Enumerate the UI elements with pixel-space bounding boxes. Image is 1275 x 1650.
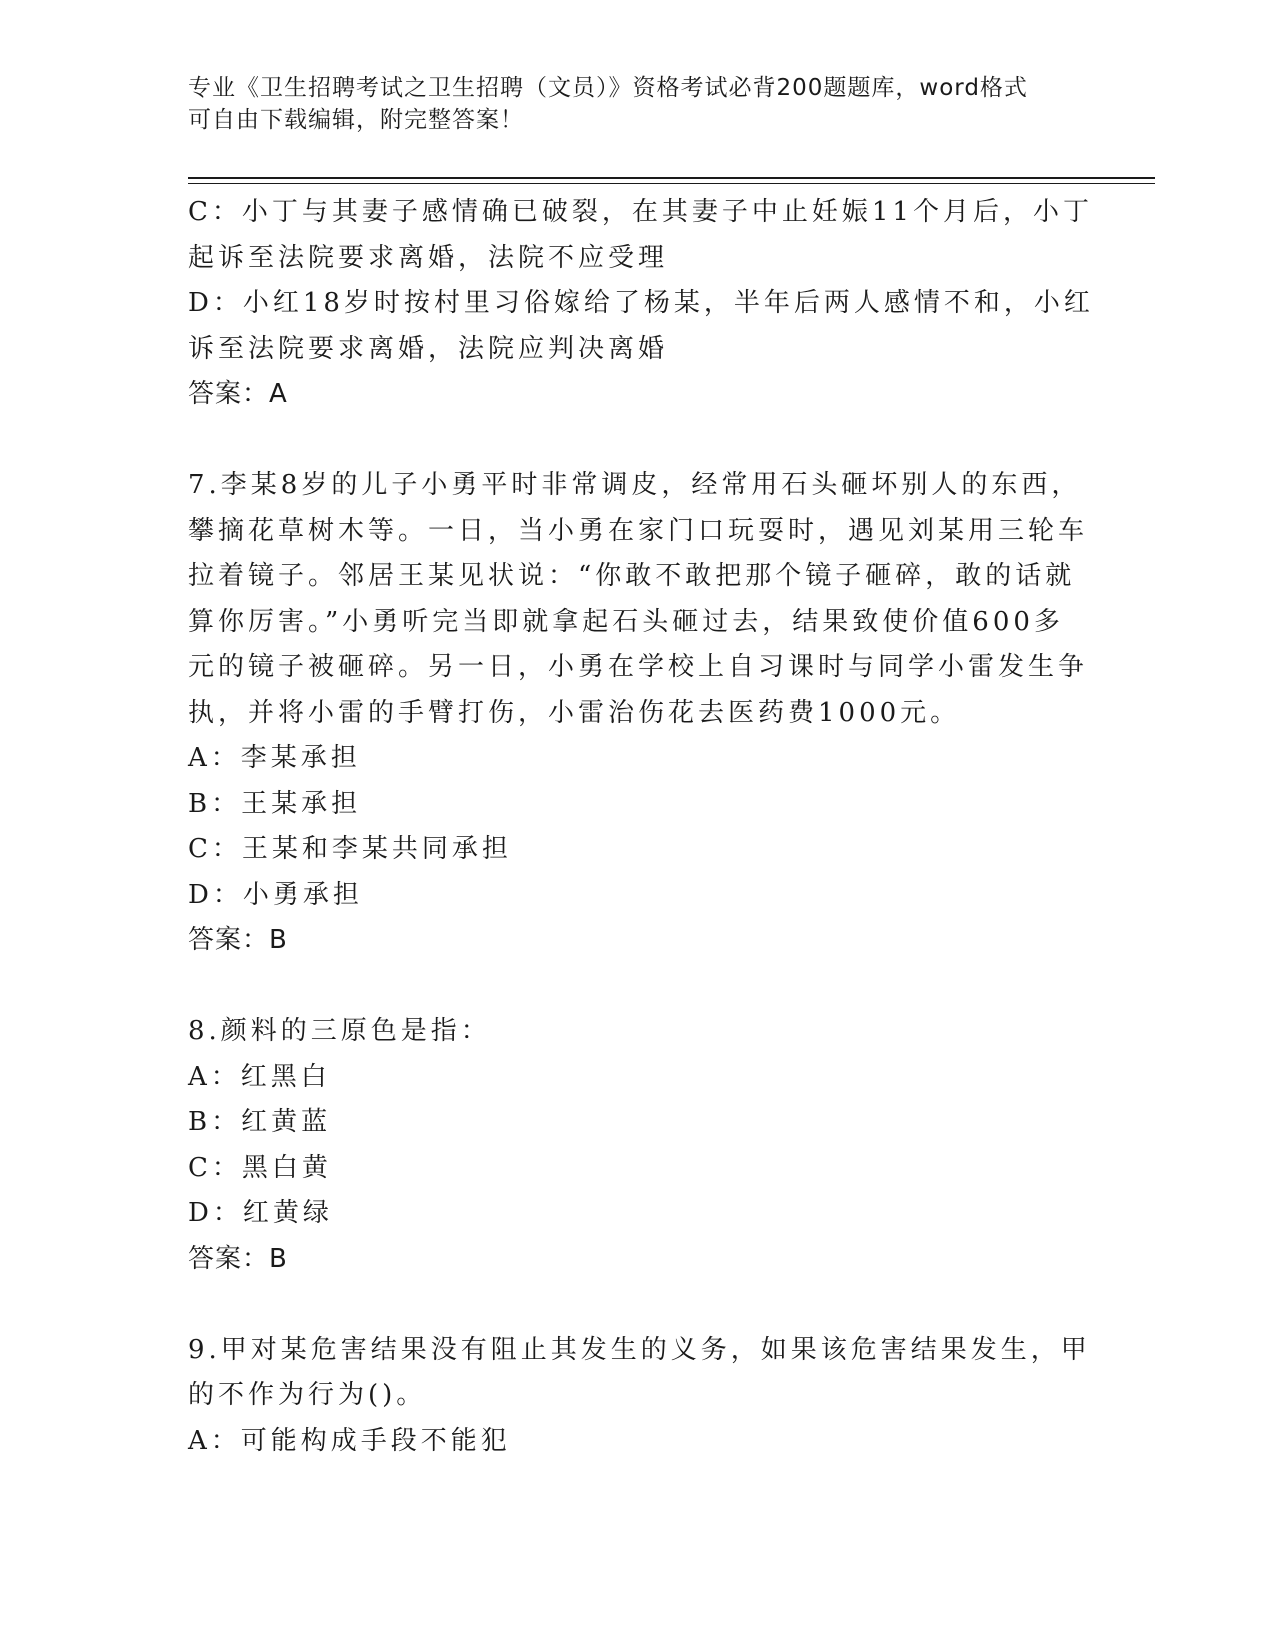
q7-stem-line: 7.李某8岁的儿子小勇平时非常调皮，经常用石头砸坏别人的东西， [188, 470, 1082, 500]
question-7 [188, 463, 1089, 964]
question-8 [188, 1009, 1068, 1282]
document-header [188, 72, 1068, 136]
header-title-line-1: 专业《卫生招聘考试之卫生招聘（文员）》资格考试必背200题题库，word格式 [188, 75, 1028, 101]
question-6 [188, 190, 1094, 418]
q7-stem-line: 执，并将小雷的手臂打伤，小雷治伤花去医药费1000元。 [188, 697, 961, 728]
spacer [188, 1282, 1068, 1328]
q8-option-b: B：红黄蓝 [188, 1107, 332, 1137]
q7-answer: 答案：B [188, 925, 288, 955]
q6-option-c-line-2: 起诉至法院要求离婚，法院不应受理 [188, 242, 669, 273]
q6-option-d-line-1: D：小红18岁时按村里习俗嫁给了杨某，半年后两人感情不和，小红 [188, 288, 1094, 318]
q9-stem-line: 9.甲对某危害结果没有阻止其发生的义务，如果该危害结果发生，甲 [188, 1334, 1091, 1365]
q7-stem-line: 拉着镜子。邻居王某见状说：“你敢不敢把那个镜子砸碎，敢的话就 [188, 561, 1076, 591]
q7-option-b: B：王某承担 [188, 788, 362, 819]
q7-option-a: A：李某承担 [188, 743, 361, 773]
header-divider-thin [188, 183, 1155, 184]
q6-option-c-line-1: C：小丁与其妻子感情确已破裂，在其妻子中止妊娠11个月后，小丁 [188, 197, 1093, 227]
q7-stem-line: 算你厉害。”小勇听完当即就拿起石头砸过去，结果致使价值600多 [188, 606, 1064, 637]
header-divider-thick [188, 177, 1155, 179]
q7-option-c: C：王某和李某共同承担 [188, 834, 512, 864]
question-content [188, 190, 1094, 1464]
question-9 [188, 1328, 1091, 1465]
header-title-line-2: 可自由下载编辑，附完整答案！ [188, 107, 524, 133]
q8-option-d: D：红黄绿 [188, 1198, 333, 1228]
spacer [188, 418, 1068, 464]
q8-answer: 答案：B [188, 1243, 288, 1274]
q7-stem-line: 攀摘花草树木等。一日，当小勇在家门口玩耍时，遇见刘某用三轮车 [188, 515, 1089, 546]
spacer [188, 964, 1068, 1010]
q7-stem-line: 元的镜子被砸碎。另一日，小勇在学校上自习课时与同学小雷发生争 [188, 652, 1089, 682]
q8-stem: 8.颜料的三原色是指： [188, 1016, 491, 1046]
q9-stem-line: 的不作为行为()。 [188, 1380, 427, 1410]
q7-option-d: D：小勇承担 [188, 879, 363, 910]
q6-option-d-line-2: 诉至法院要求离婚，法院应判决离婚 [188, 333, 669, 364]
q8-option-c: C：黑白黄 [188, 1152, 332, 1183]
q6-answer: 答案：A [188, 379, 288, 409]
q8-option-a: A：红黑白 [188, 1061, 331, 1092]
q9-option-a: A：可能构成手段不能犯 [188, 1425, 511, 1456]
